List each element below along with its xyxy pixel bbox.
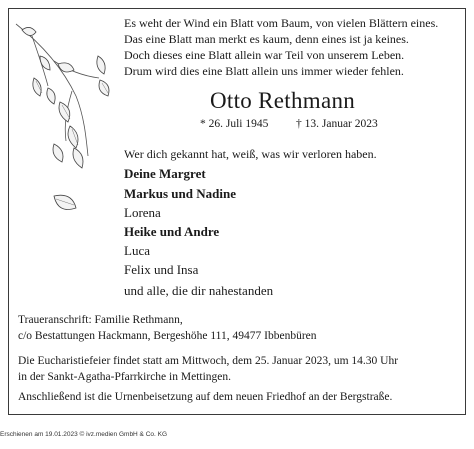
- mourner-grandchild: Luca: [124, 243, 150, 258]
- burial-info: Anschließend ist die Urnenbeisetzung auf dem neuen Friedhof an der Bergstraße.: [18, 391, 393, 403]
- mourner-family: Markus und Nadine: [124, 186, 236, 201]
- mourning-address: [18, 312, 317, 344]
- birch-branch-illustration: [14, 16, 114, 246]
- birth-date: * 26. Juli 1945: [200, 118, 269, 130]
- quote: Wer dich gekannt hat, weiß, was wir verloren haben.: [124, 147, 377, 161]
- service-line: Die Eucharistiefeier findet statt am Mittwoch, dem 25. Januar 2023, um 14.30 Uhr: [18, 355, 399, 367]
- mourner-family: Heike und Andre: [124, 224, 220, 239]
- service-info: [18, 353, 398, 385]
- poem-line: Drum wird dies eine Blatt allein uns immer wieder fehlen.: [124, 64, 404, 78]
- service-line: in der Sankt-Agatha-Pfarrkirche in Mettingen.: [18, 371, 232, 383]
- publication-footer: Erschienen am 19.01.2023 © ivz.medien GmbH & Co. KG: [0, 431, 168, 438]
- deceased-name: Otto Rethmann: [210, 88, 356, 113]
- poem-line: Das eine Blatt man merkt es kaum, denn eines ist ja keines.: [124, 32, 409, 46]
- mourner-grandchild: Lorena: [124, 205, 161, 220]
- mourner-grandchild: Felix und Insa: [124, 262, 199, 277]
- death-date: † 13. Januar 2023: [296, 118, 378, 130]
- address-line: c/o Bestattungen Hackmann, Bergeshöhe 111, 49477 Ibbenbüren: [18, 330, 317, 342]
- poem: [124, 15, 438, 79]
- poem-line: Doch dieses eine Blatt allein war Teil von unserem Leben.: [124, 48, 405, 62]
- address-line: Traueranschrift: Familie Rethmann,: [18, 314, 183, 326]
- poem-line: Es weht der Wind ein Blatt vom Baum, von vielen Blättern eines.: [124, 16, 439, 30]
- mourner-spouse: Deine Margret: [124, 166, 206, 181]
- mourner-others: und alle, die dir nahestanden: [124, 283, 274, 298]
